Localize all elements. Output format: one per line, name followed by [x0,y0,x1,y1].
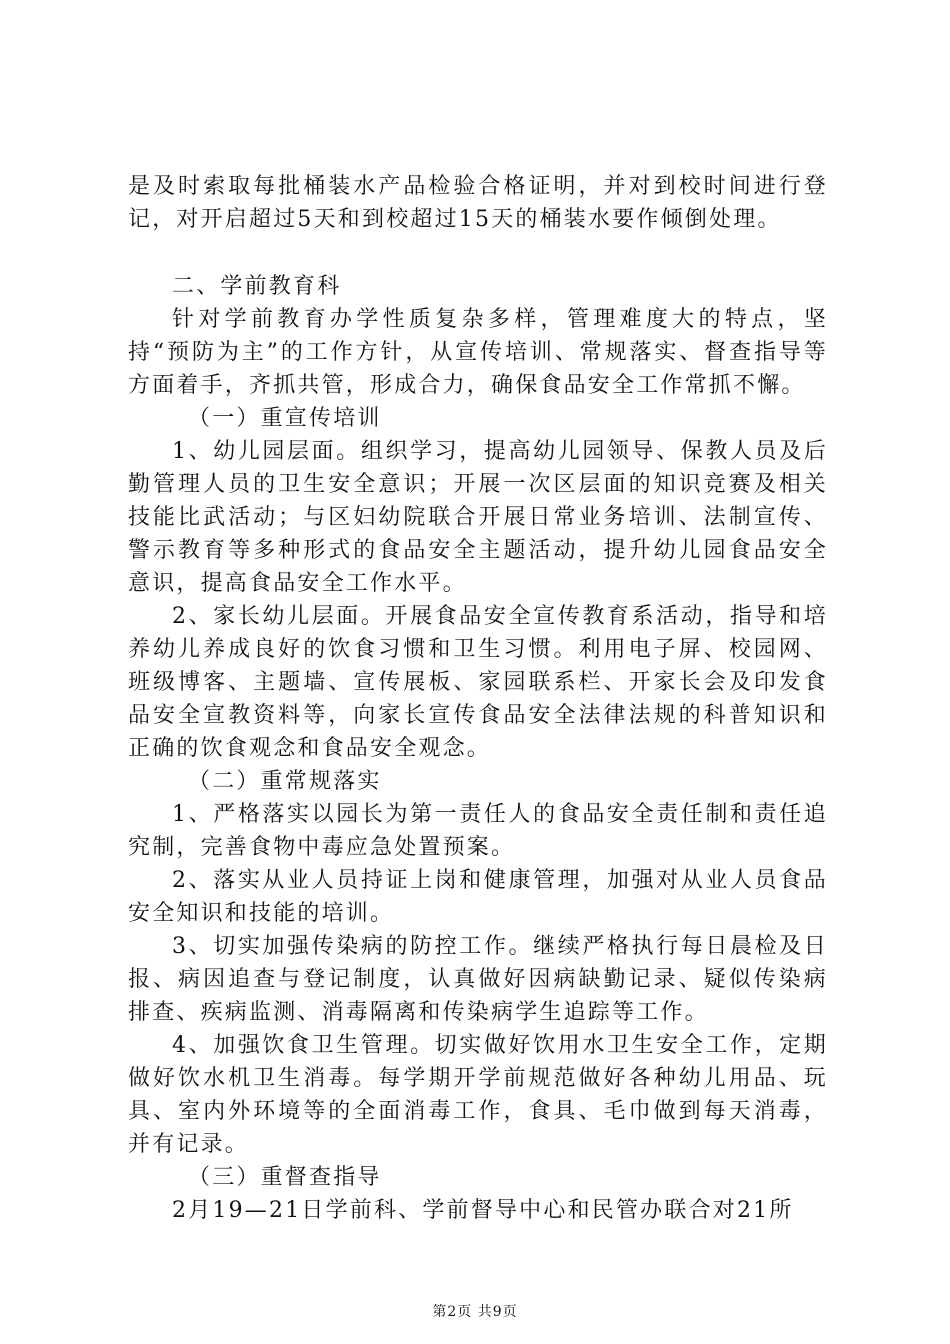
page-number-footer: 第2页 共9页 [432,1304,518,1320]
paragraph: 2月19—21日学前科、学前督导中心和民管办联合对21所 [172,1198,794,1223]
paragraph: 2、落实从业人员持证上岗和健康管理，加强对从业人员食品安全知识和技能的培训。 [128,868,828,926]
paragraph: 4、加强饮食卫生管理。切实做好饮用水卫生安全工作，定期做好饮水机卫生消毒。每学期开学前规范做好各种幼儿用品、玩具、室内外环境等的全面消毒工作，食具、毛巾做到每天消毒，并有记录。 [128,1033,828,1157]
paragraph-continuation: 是及时索取每批桶装水产品检验合格证明，并对到校时间进行登记，对开启超过5天和到校超过15天的桶装水要作倾倒处理。 [128,174,828,232]
paragraph: 1、严格落实以园长为第一责任人的食品安全责任制和责任追究制，完善食物中毒应急处置预案。 [128,802,828,860]
paragraph: 1、幼儿园层面。组织学习，提高幼儿园领导、保教人员及后勤管理人员的卫生安全意识；开展一次区层面的知识竞赛及相关技能比武活动；与区妇幼院联合开展日常业务培训、法制宣传、警示教育等多种形式的食品安全主题活动，提升幼儿园食品安全意识，提高食品安全工作水平。 [128,439,828,596]
document-body [128,170,828,1227]
subsection-heading: （三）重督查指导 [188,1165,382,1190]
section-heading: 二、学前教育科 [172,274,342,299]
paragraph: 针对学前教育办学性质复杂多样，管理难度大的特点，坚持“预防为主”的工作方针，从宣传培训、常规落实、督查指导等方面着手，齐抓共管，形成合力，确保食品安全工作常抓不懈。 [128,307,828,398]
subsection-heading: （二）重常规落实 [188,769,382,794]
subsection-heading: （一）重宣传培训 [188,406,382,431]
paragraph: 3、切实加强传染病的防控工作。继续严格执行每日晨检及日报、病因追查与登记制度，认真做好因病缺勤记录、疑似传染病排查、疾病监测、消毒隔离和传染病学生追踪等工作。 [128,934,828,1025]
paragraph: 2、家长幼儿层面。开展食品安全宣传教育系活动，指导和培养幼儿养成良好的饮食习惯和卫生习惯。利用电子屏、校园网、班级博客、主题墙、宣传展板、家园联系栏、开家长会及印发食品安全宣教资料等，向家长宣传食品安全法律法规的科普知识和正确的饮食观念和食品安全观念。 [128,604,828,761]
